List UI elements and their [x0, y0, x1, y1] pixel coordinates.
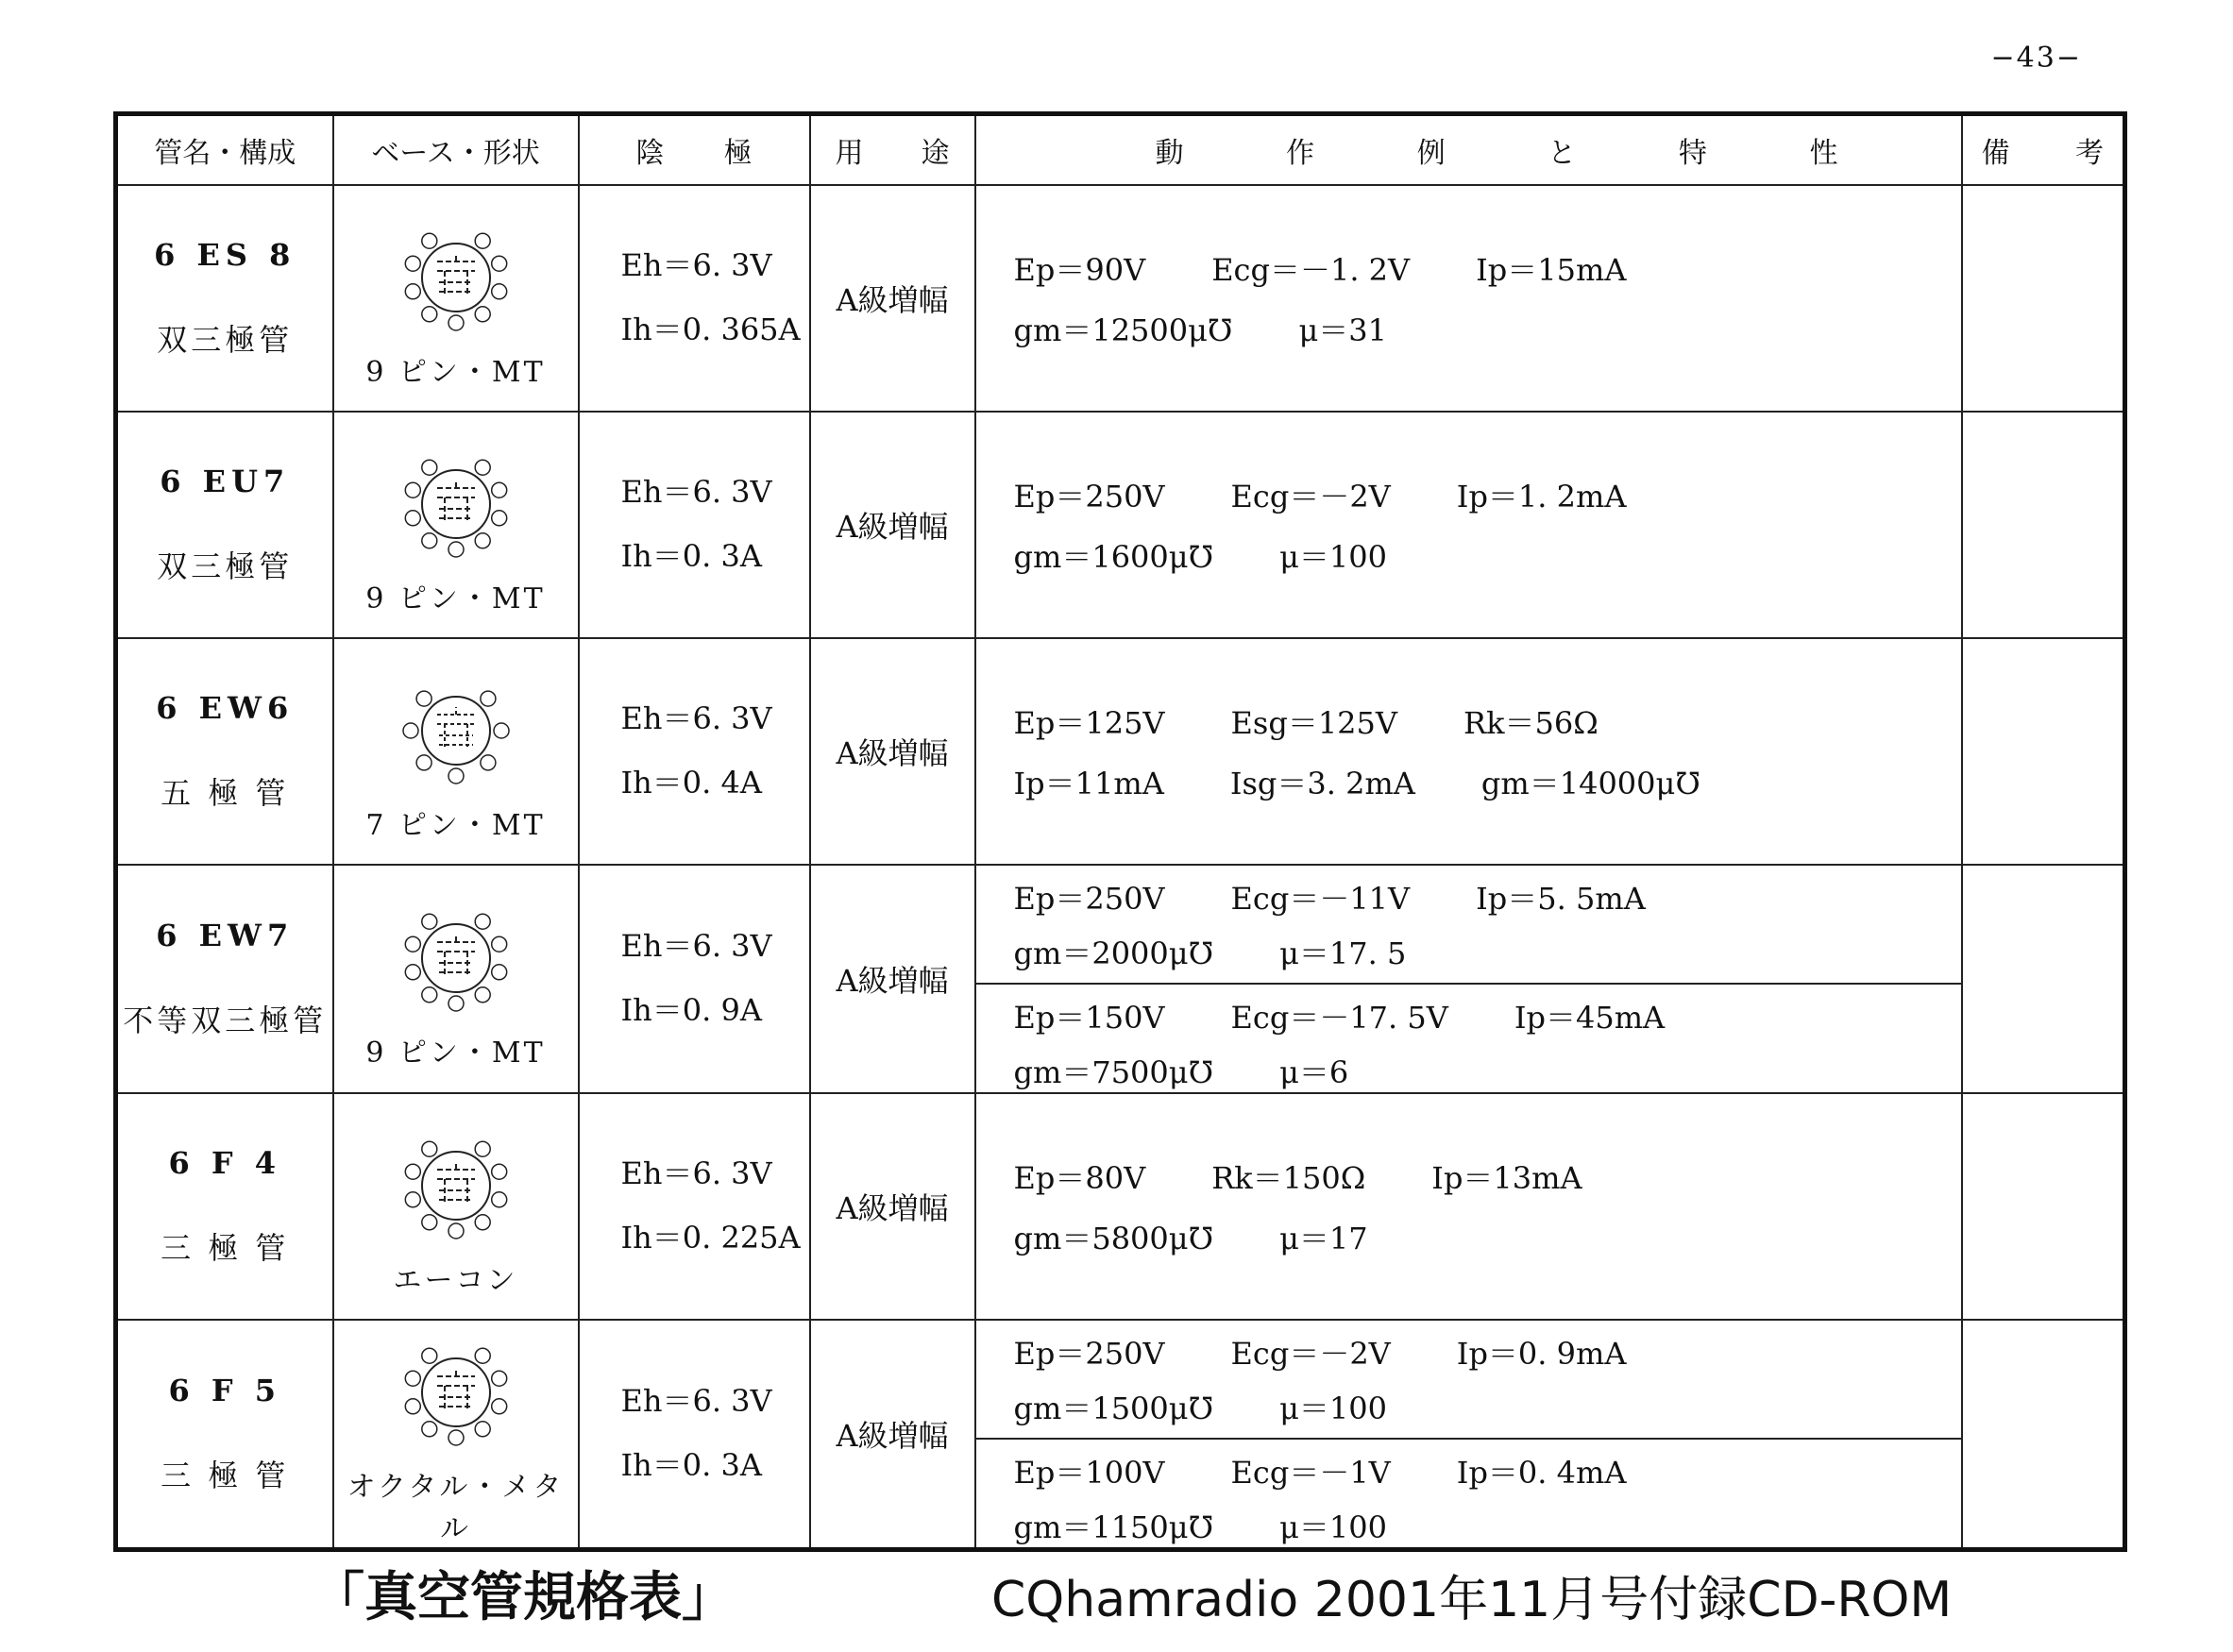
tube-pin-diagram-icon	[390, 897, 522, 1020]
tube-row	[116, 638, 2125, 865]
operation-example	[976, 445, 1961, 605]
operation-value: Ecg＝－2V	[1230, 1336, 1391, 1372]
operation-line	[1014, 1215, 1923, 1258]
operation-line	[1014, 1155, 1923, 1198]
tube-type: 三 極 管	[161, 1230, 290, 1266]
header-base: ベース・形状	[333, 114, 579, 186]
tube-name-cell	[116, 412, 333, 638]
operation-example	[976, 1321, 1961, 1438]
tube-use-cell: A級増幅	[810, 1320, 975, 1550]
operation-value: Ep＝80V	[1013, 1160, 1146, 1196]
operation-line	[1014, 473, 1923, 516]
tube-use-cell: A級増幅	[810, 1093, 975, 1320]
heater-voltage: Eh＝6. 3V	[620, 1155, 772, 1191]
operation-value: μ＝100	[1279, 1391, 1387, 1426]
tube-pin-diagram-icon	[390, 1124, 522, 1247]
tube-base-label: エーコン	[393, 1264, 518, 1297]
operation-value: gm＝12500μ℧	[1013, 312, 1233, 348]
tube-remarks-cell	[1962, 638, 2125, 865]
tube-operation-cell	[975, 1093, 1962, 1320]
tube-base-cell	[333, 185, 579, 412]
header-cathode-1: 陰	[635, 137, 665, 170]
operation-example	[976, 218, 1961, 379]
tube-name-cell	[116, 1093, 333, 1320]
operation-line	[1014, 1049, 1923, 1092]
tube-remarks-cell	[1962, 185, 2125, 412]
header-operation-4: と	[1548, 137, 1577, 170]
header-operation-1: 動	[1155, 137, 1184, 170]
tube-operation-cell	[975, 638, 1962, 865]
operation-line	[1014, 1449, 1923, 1492]
tube-row	[116, 185, 2125, 412]
heater-current: Ih＝0. 9A	[620, 992, 762, 1028]
tube-pin-diagram-icon	[390, 669, 522, 792]
tube-remarks-cell	[1962, 865, 2125, 1093]
operation-value: Ecg＝－17. 5V	[1230, 1000, 1448, 1036]
tube-pin-diagram-icon	[390, 1331, 522, 1454]
tube-pin-diagram-icon	[390, 216, 522, 339]
operation-value: Ep＝250V	[1013, 479, 1165, 514]
tube-cathode-cell	[579, 1093, 810, 1320]
operation-line	[1014, 700, 1923, 743]
operation-value: Ecg＝－1. 2V	[1211, 252, 1411, 288]
header-operation-2: 作	[1286, 137, 1315, 170]
heater-voltage: Eh＝6. 3V	[620, 928, 772, 964]
operation-line	[1014, 1504, 1923, 1547]
tube-name-cell	[116, 185, 333, 412]
operation-value: μ＝100	[1279, 539, 1387, 575]
tube-row	[116, 1093, 2125, 1320]
header-operation-3: 例	[1416, 137, 1446, 170]
operation-value: gm＝7500μ℧	[1013, 1054, 1214, 1090]
heater-voltage: Eh＝6. 3V	[620, 700, 772, 736]
tube-operation-cell	[975, 1320, 1962, 1550]
tube-base-label: 7 ピン・MT	[365, 809, 546, 842]
tube-type: 双三極管	[157, 322, 294, 358]
operation-value: Rk＝150Ω	[1211, 1160, 1366, 1196]
operation-value: Ep＝90V	[1013, 252, 1146, 288]
heater-current: Ih＝0. 225A	[620, 1220, 801, 1256]
header-remarks-2: 考	[2075, 137, 2104, 170]
operation-value: gm＝1500μ℧	[1013, 1391, 1214, 1426]
heater-current: Ih＝0. 3A	[620, 1447, 762, 1483]
operation-value: Ep＝125V	[1013, 705, 1165, 741]
operation-value: Ip＝45mA	[1514, 1000, 1666, 1036]
heater-current: Ih＝0. 3A	[620, 538, 762, 574]
footer-source: CQhamradio 2001年11月号付録CD-ROM	[991, 1572, 1953, 1628]
heater-current: Ih＝0. 4A	[620, 765, 762, 801]
operation-value: Ep＝250V	[1013, 1336, 1165, 1372]
tube-cathode-cell	[579, 1320, 810, 1550]
operation-value: μ＝100	[1279, 1509, 1387, 1545]
operation-value: Ip＝5. 5mA	[1476, 881, 1646, 917]
operation-value: gm＝1150μ℧	[1013, 1509, 1214, 1545]
tube-remarks-cell	[1962, 1093, 2125, 1320]
header-remarks	[1962, 114, 2125, 186]
tube-base-cell	[333, 1320, 579, 1550]
page-number: −43−	[1990, 42, 2082, 75]
heater-voltage: Eh＝6. 3V	[620, 1383, 772, 1419]
header-remarks-1: 備	[1981, 137, 2010, 170]
operation-line	[1014, 994, 1923, 1037]
header-operation	[975, 114, 1962, 186]
tube-use-cell: A級増幅	[810, 638, 975, 865]
header-use-2: 途	[921, 137, 950, 170]
tube-base-cell	[333, 865, 579, 1093]
tube-model: 6 F 4	[168, 1145, 282, 1181]
tube-name-cell	[116, 638, 333, 865]
tube-base-label: 9 ピン・MT	[365, 356, 546, 389]
tube-base-cell	[333, 1093, 579, 1320]
tube-cathode-cell	[579, 865, 810, 1093]
operation-value: Isg＝3. 2mA	[1229, 766, 1415, 801]
tube-operation-cell	[975, 412, 1962, 638]
header-cathode	[579, 114, 810, 186]
operation-example	[976, 1126, 1961, 1287]
operation-value: Ip＝11mA	[1013, 766, 1164, 801]
tube-remarks-cell	[1962, 1320, 2125, 1550]
header-use-1: 用	[835, 137, 864, 170]
tube-use-cell: A級増幅	[810, 412, 975, 638]
operation-value: Ep＝150V	[1013, 1000, 1165, 1036]
operation-value: Ecg＝－2V	[1230, 479, 1391, 514]
tube-use-cell: A級増幅	[810, 185, 975, 412]
operation-value: μ＝31	[1298, 312, 1387, 348]
operation-value: Ep＝250V	[1013, 881, 1165, 917]
tube-model: 6 ES 8	[154, 237, 296, 273]
tube-pin-diagram-icon	[390, 443, 522, 565]
operation-value: μ＝17	[1279, 1221, 1368, 1256]
tube-type: 五 極 管	[161, 775, 290, 811]
tube-spec-table	[113, 111, 2127, 1552]
tube-model: 6 EW6	[156, 690, 295, 726]
operation-line	[1014, 533, 1923, 577]
header-row	[116, 114, 2125, 186]
tube-row	[116, 1320, 2125, 1550]
operation-value: Ecg＝－1V	[1230, 1455, 1391, 1491]
footer-title: 「真空管規格表」	[312, 1567, 735, 1628]
tube-row	[116, 412, 2125, 638]
tube-remarks-cell	[1962, 412, 2125, 638]
tube-cathode-cell	[579, 185, 810, 412]
operation-value: Esg＝125V	[1230, 705, 1398, 741]
operation-example	[976, 671, 1961, 832]
tube-model: 6 EW7	[156, 918, 295, 953]
tube-use-cell: A級増幅	[810, 865, 975, 1093]
header-name: 管名・構成	[116, 114, 333, 186]
operation-line	[1014, 1330, 1923, 1374]
heater-current: Ih＝0. 365A	[620, 312, 801, 347]
operation-example	[976, 1438, 1961, 1557]
tube-row	[116, 865, 2125, 1093]
operation-value: Ip＝13mA	[1431, 1160, 1582, 1196]
tube-type: 不等双三極管	[123, 1003, 328, 1038]
operation-value: gm＝1600μ℧	[1013, 539, 1214, 575]
operation-value: Ep＝100V	[1013, 1455, 1165, 1491]
tube-cathode-cell	[579, 638, 810, 865]
operation-value: Ecg＝－11V	[1230, 881, 1411, 917]
operation-example	[976, 866, 1961, 983]
operation-value: Ip＝15mA	[1476, 252, 1627, 288]
tube-operation-cell	[975, 185, 1962, 412]
operation-value: Rk＝56Ω	[1463, 705, 1599, 741]
operation-value: Ip＝0. 9mA	[1456, 1336, 1627, 1372]
header-cathode-2: 極	[723, 137, 753, 170]
tube-name-cell	[116, 865, 333, 1093]
tube-model: 6 EU7	[160, 464, 291, 499]
tube-cathode-cell	[579, 412, 810, 638]
operation-value: μ＝6	[1279, 1054, 1349, 1090]
tube-operation-cell	[975, 865, 1962, 1093]
operation-line	[1014, 246, 1923, 290]
tube-name-cell	[116, 1320, 333, 1550]
header-operation-5: 特	[1678, 137, 1707, 170]
operation-line	[1014, 760, 1923, 803]
operation-value: gm＝5800μ℧	[1013, 1221, 1214, 1256]
operation-value: μ＝17. 5	[1279, 936, 1407, 971]
tube-base-label: オクタル・メタル	[347, 1471, 565, 1545]
heater-voltage: Eh＝6. 3V	[620, 247, 772, 283]
operation-line	[1014, 875, 1923, 919]
tube-model: 6 F 5	[168, 1373, 282, 1408]
operation-value: gm＝14000μ℧	[1480, 766, 1700, 801]
operation-line	[1014, 930, 1923, 973]
tube-base-cell	[333, 638, 579, 865]
operation-value: Ip＝0. 4mA	[1456, 1455, 1627, 1491]
operation-example	[976, 983, 1961, 1102]
tube-base-label: 9 ピン・MT	[365, 582, 546, 615]
header-use	[810, 114, 975, 186]
operation-line	[1014, 1385, 1923, 1428]
tube-base-cell	[333, 412, 579, 638]
tube-type: 三 極 管	[161, 1458, 290, 1493]
operation-line	[1014, 307, 1923, 350]
operation-value: Ip＝1. 2mA	[1456, 479, 1627, 514]
tube-type: 双三極管	[157, 548, 294, 584]
operation-value: gm＝2000μ℧	[1013, 936, 1214, 971]
heater-voltage: Eh＝6. 3V	[620, 474, 772, 510]
header-operation-6: 性	[1809, 137, 1838, 170]
tube-base-label: 9 ピン・MT	[365, 1037, 546, 1070]
